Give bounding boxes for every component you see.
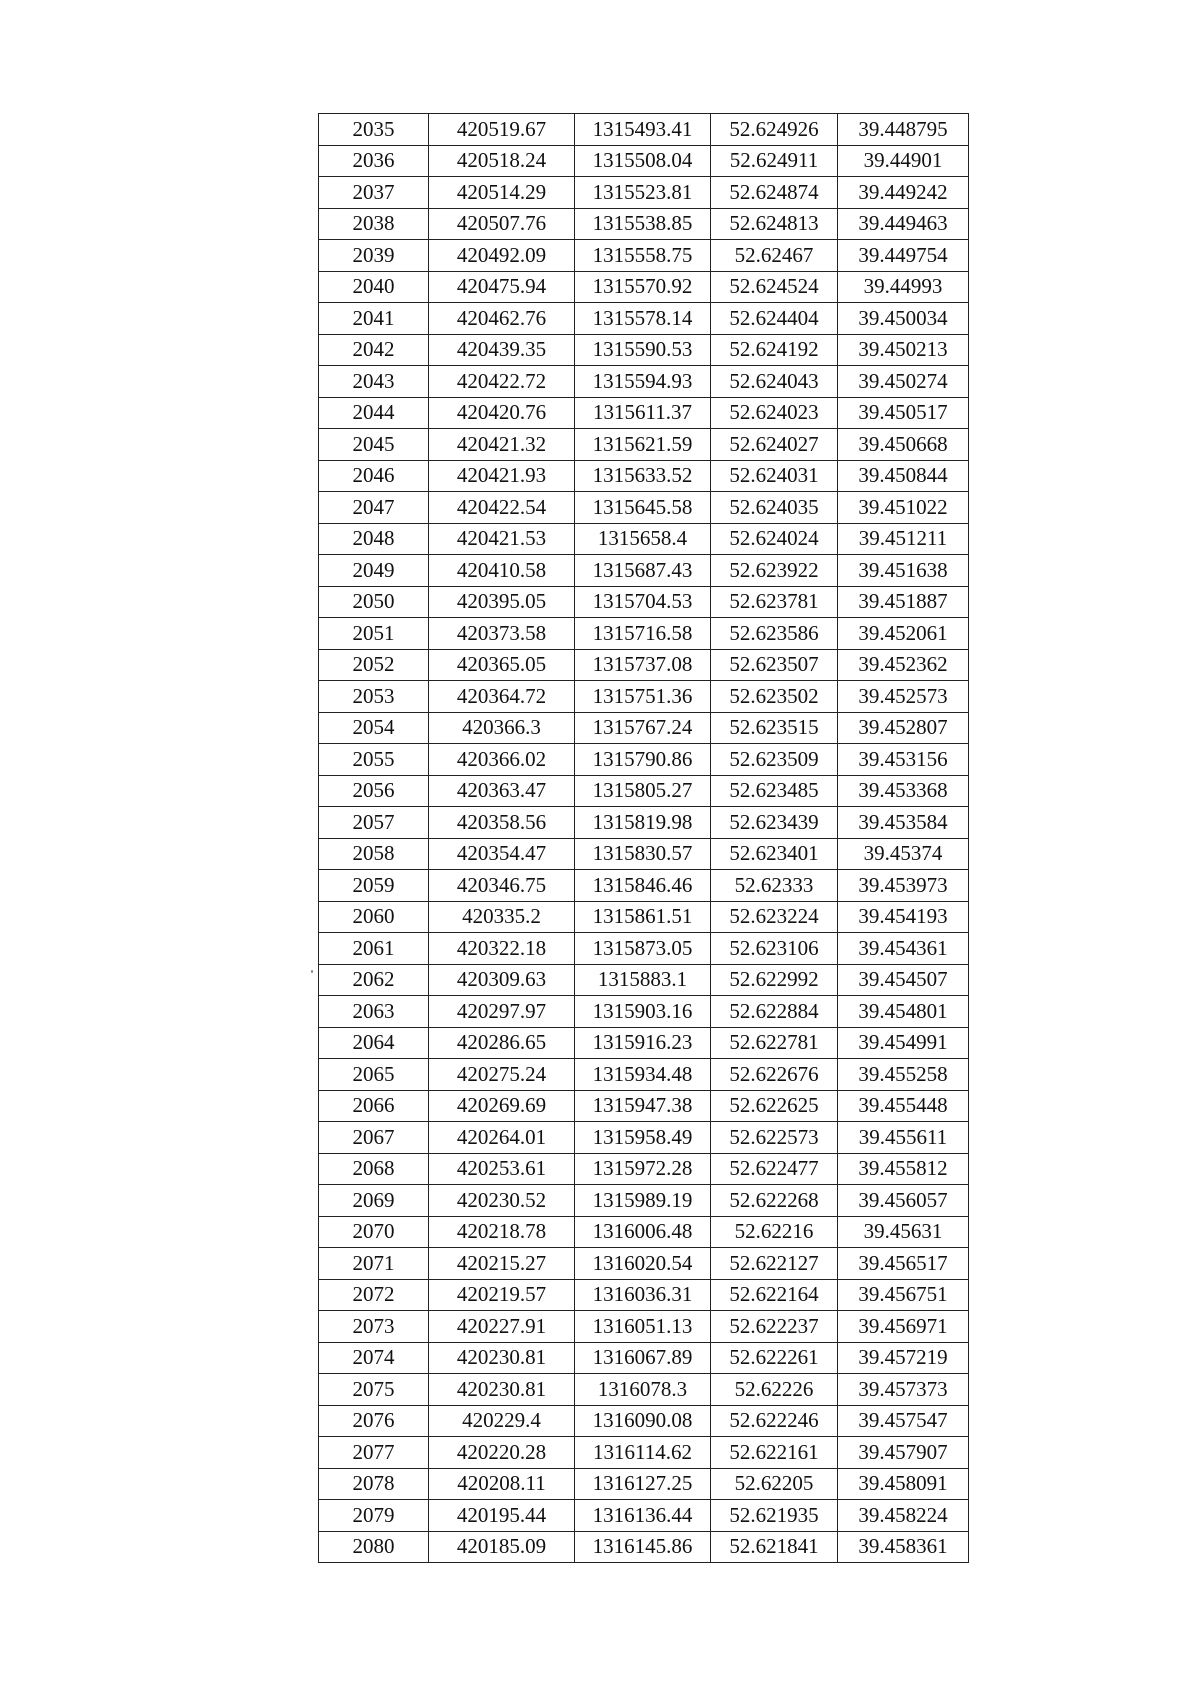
longitude-cell: 39.457373 <box>838 1374 969 1406</box>
latitude-cell: 52.621841 <box>711 1531 838 1563</box>
longitude-cell: 39.455611 <box>838 1122 969 1154</box>
longitude-cell: 39.453973 <box>838 870 969 902</box>
point-number-cell: 2062 <box>319 964 429 996</box>
longitude-cell: 39.454801 <box>838 996 969 1028</box>
latitude-cell: 52.622268 <box>711 1185 838 1217</box>
x-coordinate-cell: 420420.76 <box>429 397 575 429</box>
longitude-cell: 39.455258 <box>838 1059 969 1091</box>
point-number-cell: 2064 <box>319 1027 429 1059</box>
y-coordinate-cell: 1316036.31 <box>575 1279 711 1311</box>
y-coordinate-cell: 1315903.16 <box>575 996 711 1028</box>
table-row <box>319 1279 969 1311</box>
y-coordinate-cell: 1315751.36 <box>575 681 711 713</box>
y-coordinate-cell: 1315989.19 <box>575 1185 711 1217</box>
x-coordinate-cell: 420354.47 <box>429 838 575 870</box>
y-coordinate-cell: 1316090.08 <box>575 1405 711 1437</box>
x-coordinate-cell: 420363.47 <box>429 775 575 807</box>
latitude-cell: 52.624192 <box>711 334 838 366</box>
point-number-cell: 2075 <box>319 1374 429 1406</box>
latitude-cell: 52.622161 <box>711 1437 838 1469</box>
point-number-cell: 2060 <box>319 901 429 933</box>
table-row <box>319 145 969 177</box>
latitude-cell: 52.624031 <box>711 460 838 492</box>
longitude-cell: 39.456057 <box>838 1185 969 1217</box>
longitude-cell: 39.449463 <box>838 208 969 240</box>
latitude-cell: 52.622573 <box>711 1122 838 1154</box>
table-row <box>319 1468 969 1500</box>
longitude-cell: 39.449242 <box>838 177 969 209</box>
longitude-cell: 39.452061 <box>838 618 969 650</box>
table-row <box>319 1216 969 1248</box>
point-number-cell: 2070 <box>319 1216 429 1248</box>
x-coordinate-cell: 420365.05 <box>429 649 575 681</box>
table-row <box>319 1531 969 1563</box>
latitude-cell: 52.623515 <box>711 712 838 744</box>
point-number-cell: 2050 <box>319 586 429 618</box>
y-coordinate-cell: 1316136.44 <box>575 1500 711 1532</box>
table-row <box>319 870 969 902</box>
point-number-cell: 2052 <box>319 649 429 681</box>
y-coordinate-cell: 1316020.54 <box>575 1248 711 1280</box>
longitude-cell: 39.450034 <box>838 303 969 335</box>
latitude-cell: 52.624874 <box>711 177 838 209</box>
latitude-cell: 52.624035 <box>711 492 838 524</box>
y-coordinate-cell: 1315934.48 <box>575 1059 711 1091</box>
y-coordinate-cell: 1315767.24 <box>575 712 711 744</box>
point-number-cell: 2057 <box>319 807 429 839</box>
longitude-cell: 39.457547 <box>838 1405 969 1437</box>
x-coordinate-cell: 420518.24 <box>429 145 575 177</box>
y-coordinate-cell: 1315846.46 <box>575 870 711 902</box>
latitude-cell: 52.624911 <box>711 145 838 177</box>
point-number-cell: 2038 <box>319 208 429 240</box>
point-number-cell: 2078 <box>319 1468 429 1500</box>
longitude-cell: 39.456751 <box>838 1279 969 1311</box>
x-coordinate-cell: 420421.53 <box>429 523 575 555</box>
latitude-cell: 52.624023 <box>711 397 838 429</box>
longitude-cell: 39.451638 <box>838 555 969 587</box>
y-coordinate-cell: 1316127.25 <box>575 1468 711 1500</box>
point-number-cell: 2053 <box>319 681 429 713</box>
y-coordinate-cell: 1315830.57 <box>575 838 711 870</box>
x-coordinate-cell: 420230.52 <box>429 1185 575 1217</box>
point-number-cell: 2063 <box>319 996 429 1028</box>
latitude-cell: 52.622164 <box>711 1279 838 1311</box>
longitude-cell: 39.450213 <box>838 334 969 366</box>
x-coordinate-cell: 420253.61 <box>429 1153 575 1185</box>
point-number-cell: 2072 <box>319 1279 429 1311</box>
y-coordinate-cell: 1315916.23 <box>575 1027 711 1059</box>
point-number-cell: 2049 <box>319 555 429 587</box>
longitude-cell: 39.44993 <box>838 271 969 303</box>
x-coordinate-cell: 420421.93 <box>429 460 575 492</box>
latitude-cell: 52.624404 <box>711 303 838 335</box>
point-number-cell: 2047 <box>319 492 429 524</box>
x-coordinate-cell: 420410.58 <box>429 555 575 587</box>
x-coordinate-cell: 420322.18 <box>429 933 575 965</box>
point-number-cell: 2056 <box>319 775 429 807</box>
table-row <box>319 397 969 429</box>
table-row <box>319 586 969 618</box>
longitude-cell: 39.450844 <box>838 460 969 492</box>
point-number-cell: 2074 <box>319 1342 429 1374</box>
x-coordinate-cell: 420264.01 <box>429 1122 575 1154</box>
latitude-cell: 52.62467 <box>711 240 838 272</box>
table-row <box>319 1437 969 1469</box>
x-coordinate-cell: 420421.32 <box>429 429 575 461</box>
latitude-cell: 52.622127 <box>711 1248 838 1280</box>
latitude-cell: 52.624524 <box>711 271 838 303</box>
y-coordinate-cell: 1315645.58 <box>575 492 711 524</box>
point-number-cell: 2036 <box>319 145 429 177</box>
x-coordinate-cell: 420227.91 <box>429 1311 575 1343</box>
latitude-cell: 52.624024 <box>711 523 838 555</box>
latitude-cell: 52.624813 <box>711 208 838 240</box>
y-coordinate-cell: 1315594.93 <box>575 366 711 398</box>
point-number-cell: 2046 <box>319 460 429 492</box>
longitude-cell: 39.454507 <box>838 964 969 996</box>
y-coordinate-cell: 1316051.13 <box>575 1311 711 1343</box>
x-coordinate-cell: 420395.05 <box>429 586 575 618</box>
latitude-cell: 52.623401 <box>711 838 838 870</box>
table-row <box>319 681 969 713</box>
x-coordinate-cell: 420422.72 <box>429 366 575 398</box>
point-number-cell: 2054 <box>319 712 429 744</box>
x-coordinate-cell: 420335.2 <box>429 901 575 933</box>
x-coordinate-cell: 420230.81 <box>429 1374 575 1406</box>
longitude-cell: 39.450668 <box>838 429 969 461</box>
x-coordinate-cell: 420185.09 <box>429 1531 575 1563</box>
table-row <box>319 555 969 587</box>
longitude-cell: 39.454193 <box>838 901 969 933</box>
point-number-cell: 2077 <box>319 1437 429 1469</box>
x-coordinate-cell: 420269.69 <box>429 1090 575 1122</box>
y-coordinate-cell: 1316067.89 <box>575 1342 711 1374</box>
latitude-cell: 52.622992 <box>711 964 838 996</box>
longitude-cell: 39.453156 <box>838 744 969 776</box>
latitude-cell: 52.622676 <box>711 1059 838 1091</box>
x-coordinate-cell: 420366.02 <box>429 744 575 776</box>
table-row <box>319 240 969 272</box>
point-number-cell: 2045 <box>319 429 429 461</box>
point-number-cell: 2051 <box>319 618 429 650</box>
table-row <box>319 523 969 555</box>
point-number-cell: 2044 <box>319 397 429 429</box>
latitude-cell: 52.624043 <box>711 366 838 398</box>
y-coordinate-cell: 1315570.92 <box>575 271 711 303</box>
longitude-cell: 39.454991 <box>838 1027 969 1059</box>
longitude-cell: 39.455448 <box>838 1090 969 1122</box>
table-row <box>319 838 969 870</box>
table-row <box>319 1185 969 1217</box>
table-row <box>319 460 969 492</box>
table-row <box>319 114 969 146</box>
latitude-cell: 52.622246 <box>711 1405 838 1437</box>
longitude-cell: 39.453584 <box>838 807 969 839</box>
point-number-cell: 2042 <box>319 334 429 366</box>
table-row <box>319 271 969 303</box>
x-coordinate-cell: 420218.78 <box>429 1216 575 1248</box>
latitude-cell: 52.622237 <box>711 1311 838 1343</box>
x-coordinate-cell: 420373.58 <box>429 618 575 650</box>
y-coordinate-cell: 1316145.86 <box>575 1531 711 1563</box>
x-coordinate-cell: 420208.11 <box>429 1468 575 1500</box>
y-coordinate-cell: 1315704.53 <box>575 586 711 618</box>
table-row <box>319 303 969 335</box>
y-coordinate-cell: 1316114.62 <box>575 1437 711 1469</box>
longitude-cell: 39.448795 <box>838 114 969 146</box>
y-coordinate-cell: 1315633.52 <box>575 460 711 492</box>
longitude-cell: 39.44901 <box>838 145 969 177</box>
x-coordinate-cell: 420195.44 <box>429 1500 575 1532</box>
longitude-cell: 39.451022 <box>838 492 969 524</box>
longitude-cell: 39.456517 <box>838 1248 969 1280</box>
x-coordinate-cell: 420275.24 <box>429 1059 575 1091</box>
point-number-cell: 2069 <box>319 1185 429 1217</box>
point-number-cell: 2061 <box>319 933 429 965</box>
table-row <box>319 1248 969 1280</box>
point-number-cell: 2040 <box>319 271 429 303</box>
latitude-cell: 52.621935 <box>711 1500 838 1532</box>
latitude-cell: 52.622884 <box>711 996 838 1028</box>
point-number-cell: 2080 <box>319 1531 429 1563</box>
longitude-cell: 39.457219 <box>838 1342 969 1374</box>
table-row <box>319 649 969 681</box>
scan-speck <box>311 970 313 973</box>
point-number-cell: 2043 <box>319 366 429 398</box>
table-row <box>319 1374 969 1406</box>
latitude-cell: 52.62205 <box>711 1468 838 1500</box>
table-row <box>319 334 969 366</box>
table-row <box>319 901 969 933</box>
latitude-cell: 52.624027 <box>711 429 838 461</box>
x-coordinate-cell: 420309.63 <box>429 964 575 996</box>
y-coordinate-cell: 1315493.41 <box>575 114 711 146</box>
y-coordinate-cell: 1315873.05 <box>575 933 711 965</box>
latitude-cell: 52.622781 <box>711 1027 838 1059</box>
y-coordinate-cell: 1315558.75 <box>575 240 711 272</box>
y-coordinate-cell: 1315947.38 <box>575 1090 711 1122</box>
latitude-cell: 52.623439 <box>711 807 838 839</box>
y-coordinate-cell: 1315523.81 <box>575 177 711 209</box>
longitude-cell: 39.454361 <box>838 933 969 965</box>
x-coordinate-cell: 420286.65 <box>429 1027 575 1059</box>
latitude-cell: 52.62333 <box>711 870 838 902</box>
table-row <box>319 1059 969 1091</box>
table-row <box>319 1500 969 1532</box>
table-row <box>319 807 969 839</box>
longitude-cell: 39.452362 <box>838 649 969 681</box>
x-coordinate-cell: 420219.57 <box>429 1279 575 1311</box>
x-coordinate-cell: 420366.3 <box>429 712 575 744</box>
latitude-cell: 52.622477 <box>711 1153 838 1185</box>
table-row <box>319 492 969 524</box>
table-row <box>319 775 969 807</box>
table-row <box>319 712 969 744</box>
latitude-cell: 52.623507 <box>711 649 838 681</box>
latitude-cell: 52.623106 <box>711 933 838 965</box>
latitude-cell: 52.62226 <box>711 1374 838 1406</box>
x-coordinate-cell: 420507.76 <box>429 208 575 240</box>
x-coordinate-cell: 420297.97 <box>429 996 575 1028</box>
latitude-cell: 52.622625 <box>711 1090 838 1122</box>
x-coordinate-cell: 420346.75 <box>429 870 575 902</box>
longitude-cell: 39.455812 <box>838 1153 969 1185</box>
latitude-cell: 52.623224 <box>711 901 838 933</box>
table-row <box>319 1027 969 1059</box>
latitude-cell: 52.623502 <box>711 681 838 713</box>
longitude-cell: 39.458224 <box>838 1500 969 1532</box>
x-coordinate-cell: 420215.27 <box>429 1248 575 1280</box>
longitude-cell: 39.449754 <box>838 240 969 272</box>
point-number-cell: 2066 <box>319 1090 429 1122</box>
table-row <box>319 964 969 996</box>
longitude-cell: 39.452573 <box>838 681 969 713</box>
x-coordinate-cell: 420475.94 <box>429 271 575 303</box>
longitude-cell: 39.458361 <box>838 1531 969 1563</box>
latitude-cell: 52.62216 <box>711 1216 838 1248</box>
y-coordinate-cell: 1315972.28 <box>575 1153 711 1185</box>
point-number-cell: 2067 <box>319 1122 429 1154</box>
y-coordinate-cell: 1315883.1 <box>575 964 711 996</box>
y-coordinate-cell: 1315578.14 <box>575 303 711 335</box>
y-coordinate-cell: 1315508.04 <box>575 145 711 177</box>
x-coordinate-cell: 420514.29 <box>429 177 575 209</box>
point-number-cell: 2065 <box>319 1059 429 1091</box>
table-row <box>319 1153 969 1185</box>
longitude-cell: 39.451887 <box>838 586 969 618</box>
point-number-cell: 2039 <box>319 240 429 272</box>
latitude-cell: 52.623781 <box>711 586 838 618</box>
table-row <box>319 1122 969 1154</box>
longitude-cell: 39.452807 <box>838 712 969 744</box>
point-number-cell: 2055 <box>319 744 429 776</box>
x-coordinate-cell: 420220.28 <box>429 1437 575 1469</box>
y-coordinate-cell: 1315861.51 <box>575 901 711 933</box>
table-row <box>319 744 969 776</box>
table-row <box>319 933 969 965</box>
longitude-cell: 39.45374 <box>838 838 969 870</box>
point-number-cell: 2079 <box>319 1500 429 1532</box>
point-number-cell: 2035 <box>319 114 429 146</box>
point-number-cell: 2041 <box>319 303 429 335</box>
point-number-cell: 2071 <box>319 1248 429 1280</box>
longitude-cell: 39.453368 <box>838 775 969 807</box>
x-coordinate-cell: 420462.76 <box>429 303 575 335</box>
x-coordinate-cell: 420422.54 <box>429 492 575 524</box>
y-coordinate-cell: 1315819.98 <box>575 807 711 839</box>
longitude-cell: 39.450517 <box>838 397 969 429</box>
longitude-cell: 39.451211 <box>838 523 969 555</box>
y-coordinate-cell: 1315590.53 <box>575 334 711 366</box>
point-number-cell: 2037 <box>319 177 429 209</box>
latitude-cell: 52.622261 <box>711 1342 838 1374</box>
x-coordinate-cell: 420519.67 <box>429 114 575 146</box>
y-coordinate-cell: 1315687.43 <box>575 555 711 587</box>
longitude-cell: 39.450274 <box>838 366 969 398</box>
y-coordinate-cell: 1316006.48 <box>575 1216 711 1248</box>
point-number-cell: 2073 <box>319 1311 429 1343</box>
latitude-cell: 52.623586 <box>711 618 838 650</box>
x-coordinate-cell: 420364.72 <box>429 681 575 713</box>
y-coordinate-cell: 1316078.3 <box>575 1374 711 1406</box>
point-number-cell: 2048 <box>319 523 429 555</box>
point-number-cell: 2068 <box>319 1153 429 1185</box>
table-row <box>319 1342 969 1374</box>
longitude-cell: 39.457907 <box>838 1437 969 1469</box>
y-coordinate-cell: 1315737.08 <box>575 649 711 681</box>
table-row <box>319 618 969 650</box>
table-row <box>319 996 969 1028</box>
x-coordinate-cell: 420439.35 <box>429 334 575 366</box>
table-row <box>319 366 969 398</box>
y-coordinate-cell: 1315958.49 <box>575 1122 711 1154</box>
y-coordinate-cell: 1315538.85 <box>575 208 711 240</box>
table-row <box>319 1311 969 1343</box>
point-number-cell: 2076 <box>319 1405 429 1437</box>
coordinate-table-body <box>319 114 969 1563</box>
y-coordinate-cell: 1315790.86 <box>575 744 711 776</box>
longitude-cell: 39.45631 <box>838 1216 969 1248</box>
table-row <box>319 177 969 209</box>
longitude-cell: 39.456971 <box>838 1311 969 1343</box>
y-coordinate-cell: 1315716.58 <box>575 618 711 650</box>
coordinate-table <box>318 113 969 1563</box>
y-coordinate-cell: 1315805.27 <box>575 775 711 807</box>
latitude-cell: 52.623509 <box>711 744 838 776</box>
point-number-cell: 2058 <box>319 838 429 870</box>
x-coordinate-cell: 420358.56 <box>429 807 575 839</box>
y-coordinate-cell: 1315621.59 <box>575 429 711 461</box>
longitude-cell: 39.458091 <box>838 1468 969 1500</box>
x-coordinate-cell: 420492.09 <box>429 240 575 272</box>
point-number-cell: 2059 <box>319 870 429 902</box>
table-row <box>319 208 969 240</box>
table-row <box>319 1090 969 1122</box>
x-coordinate-cell: 420230.81 <box>429 1342 575 1374</box>
table-row <box>319 1405 969 1437</box>
latitude-cell: 52.623922 <box>711 555 838 587</box>
table-row <box>319 429 969 461</box>
y-coordinate-cell: 1315658.4 <box>575 523 711 555</box>
latitude-cell: 52.624926 <box>711 114 838 146</box>
x-coordinate-cell: 420229.4 <box>429 1405 575 1437</box>
latitude-cell: 52.623485 <box>711 775 838 807</box>
y-coordinate-cell: 1315611.37 <box>575 397 711 429</box>
